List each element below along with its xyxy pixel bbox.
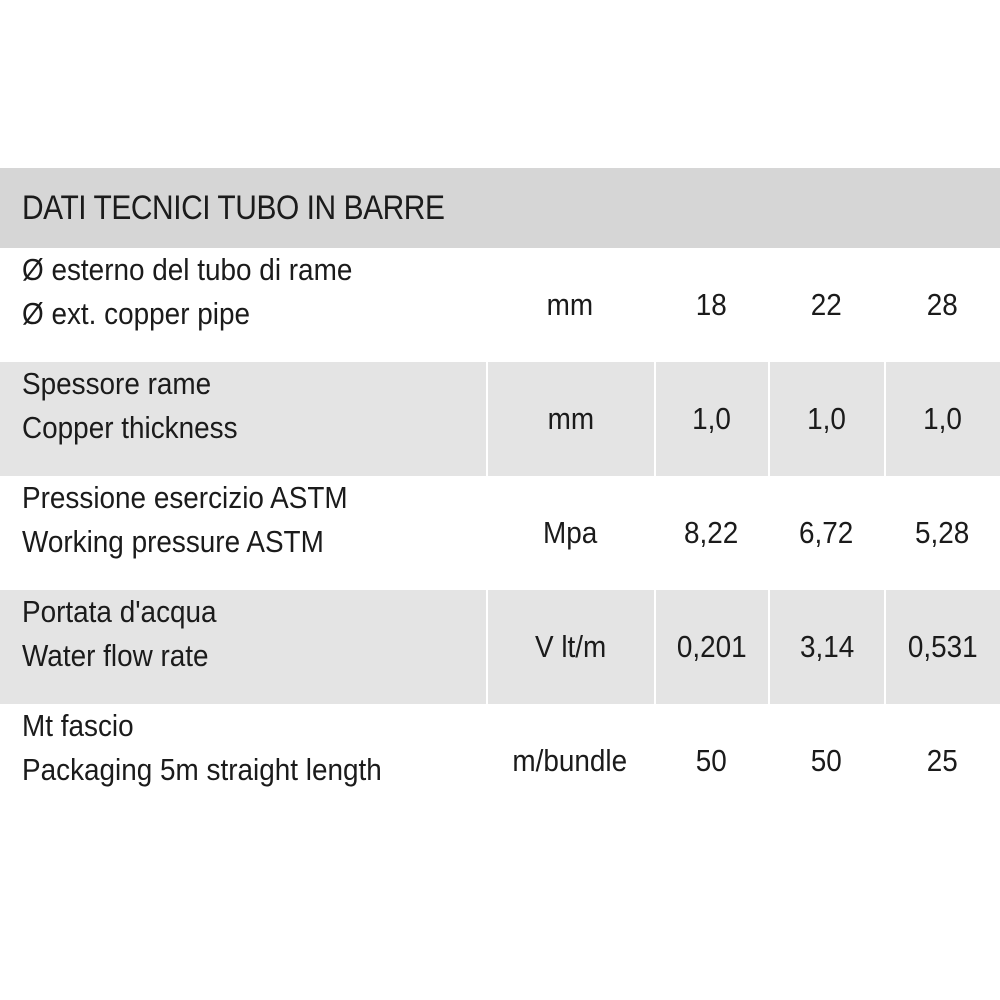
- row-label: [0, 476, 486, 590]
- table-row-outer-diameter: [0, 248, 1000, 362]
- value: 18: [695, 287, 727, 322]
- unit-value: mm: [547, 401, 595, 436]
- table-title-bar: [0, 168, 1000, 248]
- value-cell: [884, 248, 1000, 362]
- table-row-water-flow: [0, 590, 1000, 704]
- value: 0,201: [677, 629, 747, 664]
- value-cell: [884, 590, 1000, 704]
- label-italian: Ø esterno del tubo di rame: [22, 252, 353, 287]
- value-cell: [768, 590, 884, 704]
- value: 50: [810, 743, 842, 778]
- label-english: Water flow rate: [22, 638, 209, 673]
- value: 50: [695, 743, 727, 778]
- unit-value: Mpa: [542, 515, 598, 550]
- value: 5,28: [914, 515, 970, 550]
- technical-data-table: [0, 168, 1000, 818]
- unit-cell: [486, 590, 654, 704]
- table-title: DATI TECNICI TUBO IN BARRE: [22, 188, 445, 227]
- table-row-working-pressure: [0, 476, 1000, 590]
- unit-cell: [486, 704, 654, 818]
- value: 22: [810, 287, 842, 322]
- row-label: [0, 362, 486, 476]
- value: 1,0: [923, 401, 963, 436]
- value-cell: [768, 248, 884, 362]
- unit-cell: [486, 248, 654, 362]
- unit-cell: [486, 476, 654, 590]
- unit-value: mm: [546, 287, 594, 322]
- unit-value: m/bundle: [512, 743, 628, 778]
- value: 1,0: [692, 401, 732, 436]
- value-cell: [654, 248, 768, 362]
- value: 6,72: [798, 515, 854, 550]
- value-cell: [654, 476, 768, 590]
- value-cell: [768, 362, 884, 476]
- row-label: [0, 248, 486, 362]
- value: 28: [926, 287, 958, 322]
- value-cell: [884, 362, 1000, 476]
- row-label: [0, 590, 486, 704]
- value-cell: [654, 704, 768, 818]
- unit-value: V lt/m: [535, 629, 607, 664]
- label-english: Packaging 5m straight length: [22, 752, 382, 787]
- label-english: Copper thickness: [22, 410, 238, 445]
- table-row-bundle: [0, 704, 1000, 818]
- value: 0,531: [908, 629, 978, 664]
- value: 1,0: [807, 401, 847, 436]
- value-cell: [884, 476, 1000, 590]
- label-english: Ø ext. copper pipe: [22, 296, 250, 331]
- value: 3,14: [799, 629, 855, 664]
- value-cell: [654, 362, 768, 476]
- value-cell: [768, 476, 884, 590]
- label-english: Working pressure ASTM: [22, 524, 324, 559]
- value-cell: [884, 704, 1000, 818]
- label-italian: Spessore rame: [22, 366, 212, 401]
- value: 25: [926, 743, 958, 778]
- unit-cell: [486, 362, 654, 476]
- value: 8,22: [683, 515, 739, 550]
- label-italian: Pressione esercizio ASTM: [22, 480, 348, 515]
- label-italian: Mt fascio: [22, 708, 134, 743]
- table-row-thickness: [0, 362, 1000, 476]
- label-italian: Portata d'acqua: [22, 594, 217, 629]
- row-label: [0, 704, 486, 818]
- value-cell: [768, 704, 884, 818]
- value-cell: [654, 590, 768, 704]
